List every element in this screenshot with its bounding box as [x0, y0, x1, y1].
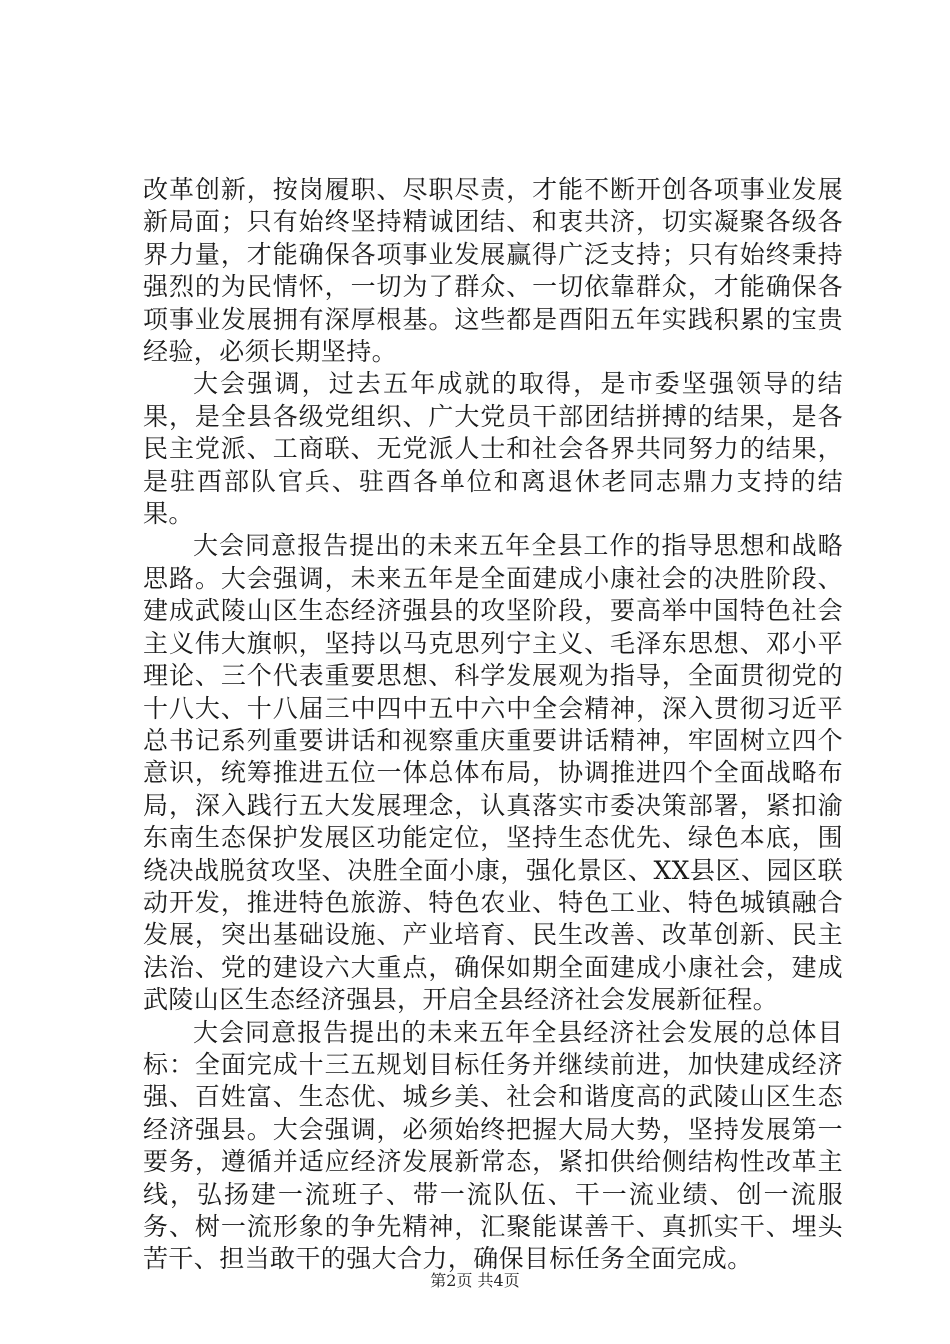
paragraph-4: 大会同意报告提出的未来五年全县经济社会发展的总体目标：全面完成十三五规划目标任务并继续前进，加快建成经济强、百姓富、生态优、城乡美、社会和谐度高的武陵山区生态经济强县。大会强调，必须始终把握大局大势，坚持发展第一要务，遵循并适应经济发展新常态，紧扣供给侧结构性改革主线，弘扬建一流班子、带一流队伍、干一流业绩、创一流服务、树一流形象的争先精神，汇聚能谋善干、真抓实干、埋头苦干、担当敢干的强大合力，确保目标任务全面完成。: [143, 1017, 843, 1274]
paragraph-1: 改革创新，按岗履职、尽职尽责，才能不断开创各项事业发展新局面；只有始终坚持精诚团结、和衷共济，切实凝聚各级各界力量，才能确保各项事业发展赢得广泛支持；只有始终秉持强烈的为民情怀，一切为了群众、一切依靠群众，才能确保各项事业发展拥有深厚根基。这些都是酉阳五年实践积累的宝贵经验，必须长期坚持。: [143, 175, 843, 367]
paragraph-3: 大会同意报告提出的未来五年全县工作的指导思想和战略思路。大会强调，未来五年是全面建成小康社会的决胜阶段、建成武陵山区生态经济强县的攻坚阶段，要高举中国特色社会主义伟大旗帜，坚持以马克思列宁主义、毛泽东思想、邓小平理论、三个代表重要思想、科学发展观为指导，全面贯彻党的十八大、十八届三中四中五中六中全会精神，深入贯彻习近平总书记系列重要讲话和视察重庆重要讲话精神，牢固树立四个意识，统筹推进五位一体总体布局，协调推进四个全面战略布局，深入践行五大发展理念，认真落实市委决策部署，紧扣渝东南生态保护发展区功能定位，坚持生态优先、绿色本底，围绕决战脱贫攻坚、决胜全面小康，强化景区、XX县区、园区联动开发，推进特色旅游、特色农业、特色工业、特色城镇融合发展，突出基础设施、产业培育、民生改善、改革创新、民主法治、党的建设六大重点，确保如期全面建成小康社会，建成武陵山区生态经济强县，开启全县经济社会发展新征程。: [143, 531, 843, 1015]
page-footer: 第2页 共4页: [430, 1271, 520, 1290]
paragraph-2: 大会强调，过去五年成就的取得，是市委坚强领导的结果，是全县各级党组织、广大党员干部团结拼搏的结果，是各民主党派、工商联、无党派人士和社会各界共同努力的结果，是驻酉部队官兵、驻酉各单位和离退休老同志鼎力支持的结果。: [143, 369, 843, 529]
document-body: [143, 174, 843, 1276]
